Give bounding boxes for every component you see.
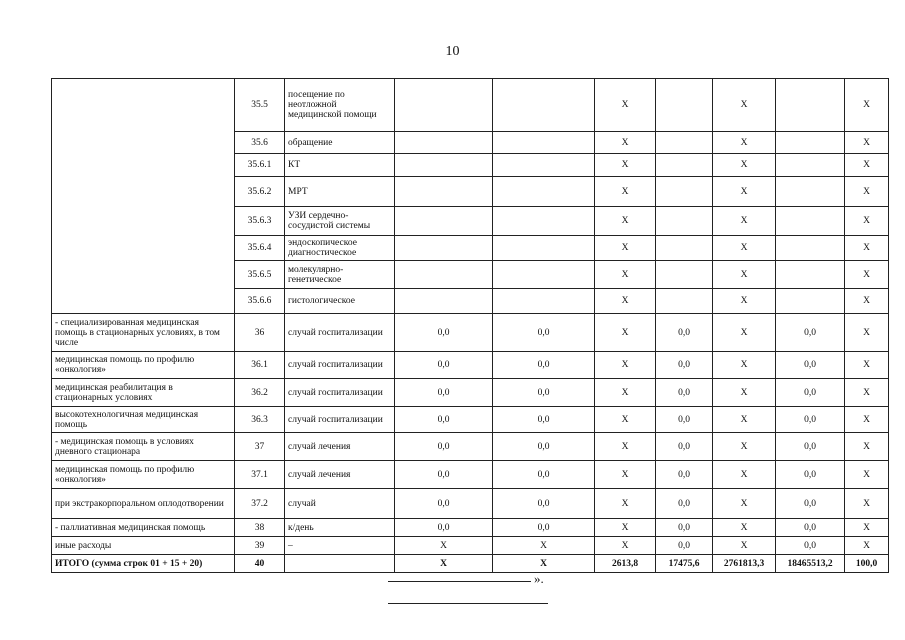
cell-value-3: X bbox=[595, 154, 656, 177]
cell-value-1: 0,0 bbox=[395, 519, 493, 537]
row-unit: случай госпитализации bbox=[285, 379, 395, 407]
cell-value-6: 0,0 bbox=[776, 461, 845, 489]
cell-value-1 bbox=[395, 207, 493, 236]
cell-value-4 bbox=[656, 289, 713, 314]
cell-value-4: 0,0 bbox=[656, 537, 713, 555]
cell-value-2 bbox=[493, 207, 595, 236]
cell-value-3: X bbox=[595, 289, 656, 314]
cell-value-4: 0,0 bbox=[656, 519, 713, 537]
row-name: медицинская реабилитация в стационарных условиях bbox=[52, 379, 235, 407]
cell-value-6: 0,0 bbox=[776, 433, 845, 461]
row-name: ИТОГО (сумма строк 01 + 15 + 20) bbox=[52, 555, 235, 573]
row-name: - специализированная медицинская помощь в стационарных условиях, в том числе bbox=[52, 314, 235, 352]
cell-value-3: X bbox=[595, 519, 656, 537]
cell-value-3: X bbox=[595, 407, 656, 433]
cell-value-1: 0,0 bbox=[395, 352, 493, 379]
cell-value-1: X bbox=[395, 537, 493, 555]
cell-value-7: X bbox=[845, 289, 889, 314]
cell-value-7: X bbox=[845, 154, 889, 177]
cell-value-4: 0,0 bbox=[656, 461, 713, 489]
row-name: иные расходы bbox=[52, 537, 235, 555]
cell-value-1 bbox=[395, 79, 493, 132]
cell-value-4 bbox=[656, 261, 713, 289]
cell-value-6: 0,0 bbox=[776, 537, 845, 555]
cell-value-5: X bbox=[713, 154, 776, 177]
row-name: - паллиативная медицинская помощь bbox=[52, 519, 235, 537]
cell-value-3: X bbox=[595, 236, 656, 261]
row-number: 40 bbox=[235, 555, 285, 573]
cell-value-3: X bbox=[595, 177, 656, 207]
cell-value-1 bbox=[395, 177, 493, 207]
cell-value-5: X bbox=[713, 289, 776, 314]
cell-value-5: 2761813,3 bbox=[713, 555, 776, 573]
row-unit: УЗИ сердечно-сосудистой системы bbox=[285, 207, 395, 236]
cell-value-1: 0,0 bbox=[395, 461, 493, 489]
row-unit: случай bbox=[285, 489, 395, 519]
data-table bbox=[51, 78, 889, 573]
bottom-underline bbox=[388, 603, 548, 604]
table-body bbox=[52, 79, 889, 573]
cell-value-4: 0,0 bbox=[656, 379, 713, 407]
row-number: 35.6.6 bbox=[235, 289, 285, 314]
cell-value-6 bbox=[776, 177, 845, 207]
cell-value-1 bbox=[395, 289, 493, 314]
cell-value-2: 0,0 bbox=[493, 519, 595, 537]
cell-value-5: X bbox=[713, 177, 776, 207]
cell-value-5: X bbox=[713, 379, 776, 407]
cell-value-2 bbox=[493, 289, 595, 314]
cell-value-1 bbox=[395, 132, 493, 154]
cell-value-1 bbox=[395, 154, 493, 177]
cell-value-2: X bbox=[493, 537, 595, 555]
row-number: 36.2 bbox=[235, 379, 285, 407]
cell-value-4: 17475,6 bbox=[656, 555, 713, 573]
table-row bbox=[52, 489, 889, 519]
table-row bbox=[52, 537, 889, 555]
row-name: медицинская помощь по профилю «онкология» bbox=[52, 352, 235, 379]
row-number: 36 bbox=[235, 314, 285, 352]
cell-value-6 bbox=[776, 289, 845, 314]
cell-value-2: 0,0 bbox=[493, 352, 595, 379]
cell-value-5: X bbox=[713, 433, 776, 461]
row-name: медицинская помощь по профилю «онкология» bbox=[52, 461, 235, 489]
row-unit: обращение bbox=[285, 132, 395, 154]
table-row bbox=[52, 519, 889, 537]
cell-value-6 bbox=[776, 207, 845, 236]
cell-value-6: 0,0 bbox=[776, 407, 845, 433]
row-number: 35.6.5 bbox=[235, 261, 285, 289]
cell-value-6: 0,0 bbox=[776, 314, 845, 352]
cell-value-1: 0,0 bbox=[395, 314, 493, 352]
cell-value-2: X bbox=[493, 555, 595, 573]
cell-value-7: X bbox=[845, 379, 889, 407]
row-unit bbox=[285, 555, 395, 573]
cell-value-4 bbox=[656, 154, 713, 177]
cell-value-4 bbox=[656, 132, 713, 154]
cell-value-5: X bbox=[713, 314, 776, 352]
cell-value-3: X bbox=[595, 314, 656, 352]
table-row bbox=[52, 379, 889, 407]
cell-value-7: X bbox=[845, 407, 889, 433]
cell-value-2 bbox=[493, 177, 595, 207]
closing-mark bbox=[388, 571, 548, 586]
cell-value-7: X bbox=[845, 132, 889, 154]
cell-value-1: 0,0 bbox=[395, 379, 493, 407]
table-row bbox=[52, 352, 889, 379]
row-name: - медицинская помощь в условиях дневного стационара bbox=[52, 433, 235, 461]
cell-value-2: 0,0 bbox=[493, 433, 595, 461]
row-name: при экстракорпоральном оплодотворении bbox=[52, 489, 235, 519]
cell-value-2: 0,0 bbox=[493, 407, 595, 433]
cell-value-5: X bbox=[713, 352, 776, 379]
row-unit: случай госпитализации bbox=[285, 314, 395, 352]
table-row bbox=[52, 433, 889, 461]
cell-value-3: X bbox=[595, 79, 656, 132]
row-name: высокотехнологичная медицинская помощь bbox=[52, 407, 235, 433]
row-number: 35.6.1 bbox=[235, 154, 285, 177]
closing-quote: ». bbox=[534, 571, 544, 586]
cell-value-3: X bbox=[595, 461, 656, 489]
cell-value-4: 0,0 bbox=[656, 352, 713, 379]
cell-value-7: X bbox=[845, 207, 889, 236]
cell-value-6: 0,0 bbox=[776, 489, 845, 519]
table-row bbox=[52, 314, 889, 352]
row-number: 39 bbox=[235, 537, 285, 555]
cell-value-4 bbox=[656, 207, 713, 236]
cell-value-2: 0,0 bbox=[493, 461, 595, 489]
cell-value-6 bbox=[776, 79, 845, 132]
cell-value-1: X bbox=[395, 555, 493, 573]
cell-value-3: X bbox=[595, 489, 656, 519]
row-unit: молекулярно-генетическое bbox=[285, 261, 395, 289]
cell-value-3: X bbox=[595, 132, 656, 154]
row-unit: случай лечения bbox=[285, 433, 395, 461]
row-unit: случай госпитализации bbox=[285, 352, 395, 379]
cell-value-7: X bbox=[845, 236, 889, 261]
cell-value-7: X bbox=[845, 461, 889, 489]
cell-value-2 bbox=[493, 236, 595, 261]
cell-value-7: X bbox=[845, 79, 889, 132]
cell-value-5: X bbox=[713, 537, 776, 555]
table-row bbox=[52, 461, 889, 489]
cell-value-5: X bbox=[713, 79, 776, 132]
cell-value-4 bbox=[656, 236, 713, 261]
cell-value-1 bbox=[395, 261, 493, 289]
cell-value-4: 0,0 bbox=[656, 433, 713, 461]
row-unit: посещение по неотложной медицинской помощи bbox=[285, 79, 395, 132]
cell-value-6 bbox=[776, 154, 845, 177]
cell-value-2 bbox=[493, 132, 595, 154]
cell-value-7: 100,0 bbox=[845, 555, 889, 573]
row-number: 35.5 bbox=[235, 79, 285, 132]
row-number: 36.1 bbox=[235, 352, 285, 379]
cell-value-6: 0,0 bbox=[776, 379, 845, 407]
cell-value-3: 2613,8 bbox=[595, 555, 656, 573]
cell-value-7: X bbox=[845, 177, 889, 207]
row-number: 35.6.3 bbox=[235, 207, 285, 236]
row-unit: случай госпитализации bbox=[285, 407, 395, 433]
cell-value-2 bbox=[493, 261, 595, 289]
cell-value-4: 0,0 bbox=[656, 314, 713, 352]
cell-value-5: X bbox=[713, 461, 776, 489]
cell-value-6: 0,0 bbox=[776, 519, 845, 537]
cell-value-1: 0,0 bbox=[395, 407, 493, 433]
cell-value-3: X bbox=[595, 433, 656, 461]
cell-value-2: 0,0 bbox=[493, 379, 595, 407]
cell-value-7: X bbox=[845, 519, 889, 537]
cell-value-6: 18465513,2 bbox=[776, 555, 845, 573]
closing-underline bbox=[388, 581, 531, 582]
row-number: 35.6.4 bbox=[235, 236, 285, 261]
page-number: 10 bbox=[445, 44, 460, 59]
cell-value-7: X bbox=[845, 314, 889, 352]
row-unit: – bbox=[285, 537, 395, 555]
cell-value-2 bbox=[493, 154, 595, 177]
cell-value-1 bbox=[395, 236, 493, 261]
row-unit: КТ bbox=[285, 154, 395, 177]
row-number: 35.6 bbox=[235, 132, 285, 154]
cell-value-7: X bbox=[845, 537, 889, 555]
cell-value-4: 0,0 bbox=[656, 407, 713, 433]
cell-value-4: 0,0 bbox=[656, 489, 713, 519]
row-unit: к/день bbox=[285, 519, 395, 537]
cell-value-5: X bbox=[713, 407, 776, 433]
cell-value-1: 0,0 bbox=[395, 489, 493, 519]
cell-value-3: X bbox=[595, 352, 656, 379]
row-unit: гистологическое bbox=[285, 289, 395, 314]
cell-value-7: X bbox=[845, 489, 889, 519]
table-row bbox=[52, 407, 889, 433]
row-number: 37 bbox=[235, 433, 285, 461]
cell-value-5: X bbox=[713, 489, 776, 519]
cell-value-2: 0,0 bbox=[493, 314, 595, 352]
cell-value-3: X bbox=[595, 379, 656, 407]
row-number: 38 bbox=[235, 519, 285, 537]
cell-value-5: X bbox=[713, 236, 776, 261]
cell-value-6 bbox=[776, 236, 845, 261]
row-number: 37.2 bbox=[235, 489, 285, 519]
row-name bbox=[52, 79, 235, 314]
table-row bbox=[52, 555, 889, 573]
cell-value-7: X bbox=[845, 433, 889, 461]
row-unit: эндоскопическое диагностическое bbox=[285, 236, 395, 261]
row-number: 35.6.2 bbox=[235, 177, 285, 207]
cell-value-6 bbox=[776, 261, 845, 289]
cell-value-5: X bbox=[713, 132, 776, 154]
cell-value-6 bbox=[776, 132, 845, 154]
row-unit: МРТ bbox=[285, 177, 395, 207]
row-unit: случай лечения bbox=[285, 461, 395, 489]
cell-value-3: X bbox=[595, 261, 656, 289]
row-number: 36.3 bbox=[235, 407, 285, 433]
cell-value-5: X bbox=[713, 519, 776, 537]
row-number: 37.1 bbox=[235, 461, 285, 489]
cell-value-4 bbox=[656, 177, 713, 207]
cell-value-3: X bbox=[595, 207, 656, 236]
cell-value-4 bbox=[656, 79, 713, 132]
cell-value-5: X bbox=[713, 207, 776, 236]
cell-value-7: X bbox=[845, 352, 889, 379]
cell-value-1: 0,0 bbox=[395, 433, 493, 461]
table-row bbox=[52, 79, 889, 132]
cell-value-5: X bbox=[713, 261, 776, 289]
cell-value-7: X bbox=[845, 261, 889, 289]
cell-value-2: 0,0 bbox=[493, 489, 595, 519]
cell-value-2 bbox=[493, 79, 595, 132]
cell-value-3: X bbox=[595, 537, 656, 555]
cell-value-6: 0,0 bbox=[776, 352, 845, 379]
